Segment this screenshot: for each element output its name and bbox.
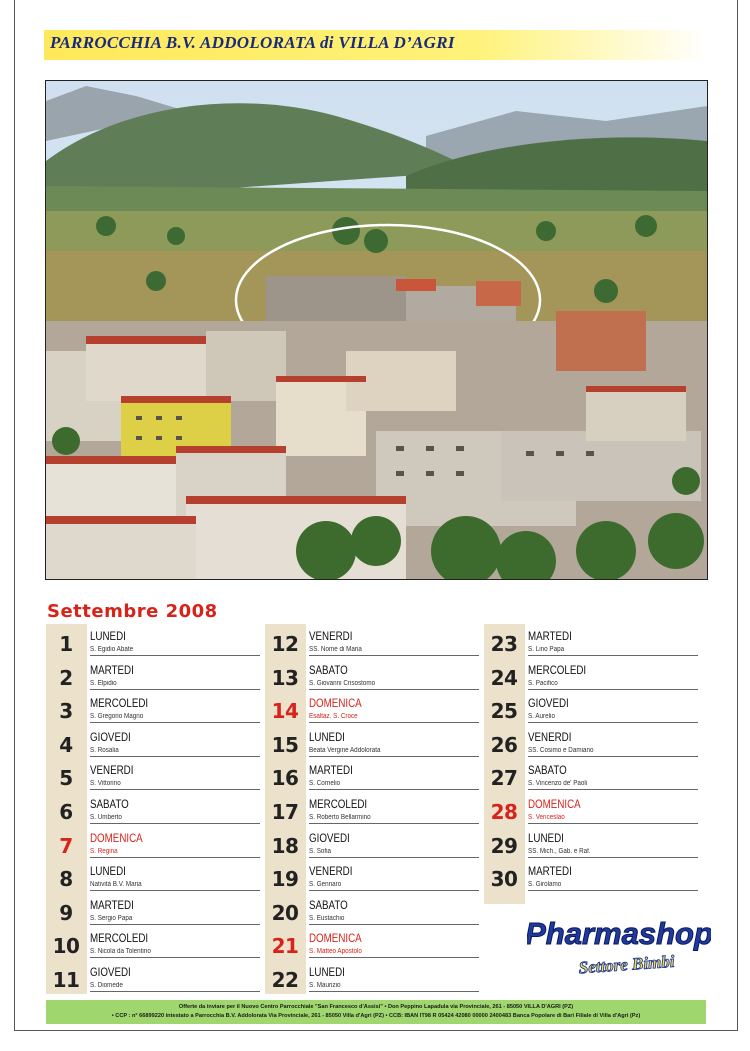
- day-name: DOMENICA: [309, 933, 362, 946]
- day-row: [265, 859, 479, 893]
- donation-footer: [46, 1000, 706, 1024]
- row-rule: [90, 722, 260, 723]
- day-name: GIOVEDI: [90, 731, 131, 744]
- day-row: [46, 792, 260, 826]
- day-row: [265, 893, 479, 927]
- saint-name: S. Roberto Bellarmino: [309, 813, 371, 821]
- row-rule: [309, 890, 479, 891]
- day-row: [265, 960, 479, 994]
- day-row: [46, 926, 260, 960]
- town-photo-illustration: [46, 81, 707, 579]
- day-number: 10: [52, 934, 80, 959]
- saint-name: S. Sofia: [309, 847, 332, 855]
- day-name: LUNEDI: [90, 866, 126, 879]
- saint-name: S. Sergio Papa: [90, 914, 133, 922]
- day-name: VENERDI: [309, 866, 353, 879]
- row-rule: [309, 722, 479, 723]
- footer-line-2: • CCP : n° 66899220 intestato a Parrocchia B.V. Addolorata Via Provinciale, 261 - 85050 Villa d'Agri (PZ) • CCB: IBAN IT98 R 05424 42080 00000 2400483 Banca Popolare di Bari Filiale di Villa d'Agri (Pz): [111, 1013, 641, 1019]
- day-number: 2: [59, 665, 73, 690]
- saint-name: S. Vincenzo de' Paoli: [528, 780, 588, 788]
- row-rule: [309, 823, 479, 824]
- saint-name: S. Umberto: [90, 813, 122, 821]
- row-rule: [90, 857, 260, 858]
- day-row: [46, 859, 260, 893]
- saint-name: S. Girolamo: [528, 881, 562, 889]
- saint-name: SS. Mich., Gab. e Raf.: [528, 847, 591, 855]
- row-rule: [90, 756, 260, 757]
- day-row: [46, 960, 260, 994]
- row-rule: [90, 655, 260, 656]
- day-row-sunday: [484, 792, 698, 826]
- saint-name: S. Aurelio: [528, 713, 555, 721]
- calendar-column-3: [484, 624, 698, 893]
- day-row: [46, 893, 260, 927]
- day-row: [484, 691, 698, 725]
- row-rule: [528, 756, 698, 757]
- day-row-sunday: [265, 926, 479, 960]
- day-row: [484, 658, 698, 692]
- row-rule: [309, 655, 479, 656]
- day-row-sunday: [46, 826, 260, 860]
- saint-name: S. Diomede: [90, 981, 123, 989]
- saint-name: SS. Cosimo e Damiano: [528, 746, 594, 754]
- pharmashop-logo: [527, 912, 711, 982]
- day-number: 4: [59, 732, 73, 757]
- saint-name: S. Gennaro: [309, 881, 342, 889]
- day-number: 9: [59, 900, 73, 925]
- day-row: [265, 658, 479, 692]
- day-number: 6: [59, 799, 73, 824]
- saint-name: S. Pacifico: [528, 679, 558, 687]
- day-name: LUNEDI: [309, 731, 345, 744]
- day-number: 13: [271, 665, 299, 690]
- day-number: 7: [59, 833, 73, 858]
- day-number: 5: [59, 766, 73, 791]
- day-name: LUNEDI: [309, 966, 345, 979]
- row-rule: [309, 756, 479, 757]
- day-row: [46, 691, 260, 725]
- day-number: 1: [59, 632, 73, 656]
- footer-line-1: Offerte da inviare per il Nuovo Centro Parrocchiale "San Francesco d'Assisi" • Don Peppino Lapadula via Provinciale, 261 - 85050 VILLA D'AGRI (PZ): [178, 1004, 574, 1010]
- saint-name: S. Elpidio: [90, 679, 117, 687]
- town-photo: [45, 80, 708, 580]
- day-name: MERCOLEDI: [528, 664, 587, 677]
- logo-tagline: Settore Bimbi: [578, 951, 676, 978]
- day-name: MERCOLEDI: [90, 698, 149, 711]
- day-name: VENERDI: [90, 765, 134, 778]
- row-rule: [528, 689, 698, 690]
- row-rule: [309, 924, 479, 925]
- day-number: 28: [490, 799, 518, 824]
- pharmashop-logo-art: [527, 912, 711, 982]
- day-name: DOMENICA: [90, 832, 143, 845]
- saint-name: S. Eustachio: [309, 914, 345, 922]
- row-rule: [309, 957, 479, 958]
- month-title: Settembre 2008: [47, 601, 218, 622]
- page-title: PARROCCHIA B.V. ADDOLORATA di VILLA D’AGRI: [50, 33, 455, 52]
- saint-name: Beata Vergine Addolorata: [309, 746, 381, 754]
- day-name: MARTEDI: [528, 866, 572, 879]
- day-number: 11: [52, 967, 80, 992]
- day-number: 14: [271, 699, 299, 724]
- day-name: MARTEDI: [528, 631, 572, 643]
- day-row: [265, 826, 479, 860]
- saint-name: S. Venceslao: [528, 813, 565, 821]
- day-number: 18: [271, 833, 299, 858]
- saint-name: Esaltaz. S. Croce: [309, 713, 358, 721]
- day-name: SABATO: [528, 765, 567, 778]
- day-number: 30: [490, 867, 518, 892]
- day-name: DOMENICA: [309, 698, 362, 711]
- day-row: [484, 725, 698, 759]
- saint-name: S. Nicola da Tolentino: [90, 948, 151, 956]
- day-name: MARTEDI: [90, 899, 134, 912]
- day-number: 24: [490, 665, 518, 690]
- day-number: 15: [271, 732, 299, 757]
- day-number: 3: [59, 699, 73, 724]
- day-row: [265, 725, 479, 759]
- row-rule: [309, 991, 479, 992]
- day-name: MERCOLEDI: [90, 933, 149, 946]
- day-number: 20: [271, 900, 299, 925]
- day-name: LUNEDI: [90, 631, 126, 643]
- row-rule: [528, 722, 698, 723]
- saint-name: S. Regina: [90, 847, 118, 855]
- day-name: VENERDI: [309, 631, 353, 643]
- saint-name: S. Egidio Abate: [90, 646, 134, 653]
- saint-name: SS. Nome di Maria: [309, 646, 362, 653]
- day-name: SABATO: [90, 798, 129, 811]
- row-rule: [309, 857, 479, 858]
- day-number: 27: [490, 766, 518, 791]
- day-row: [484, 826, 698, 860]
- day-row: [46, 758, 260, 792]
- day-name: SABATO: [309, 664, 348, 677]
- day-number: 19: [271, 867, 299, 892]
- row-rule: [90, 890, 260, 891]
- day-row: [484, 758, 698, 792]
- saint-name: S. Cornelio: [309, 780, 341, 788]
- day-row: [484, 859, 698, 893]
- calendar-column-2: [265, 624, 479, 994]
- day-name: VENERDI: [528, 731, 572, 744]
- day-row-sunday: [265, 691, 479, 725]
- day-number: 17: [271, 799, 299, 824]
- day-row: [265, 792, 479, 826]
- row-rule: [528, 890, 698, 891]
- day-row: [265, 624, 479, 658]
- row-rule: [528, 789, 698, 790]
- day-row: [265, 758, 479, 792]
- day-name: MARTEDI: [309, 765, 353, 778]
- saint-name: S. Lino Papa: [528, 646, 565, 653]
- calendar-column-1: [46, 624, 260, 994]
- day-number: 25: [490, 699, 518, 724]
- saint-name: S. Gregorio Magno: [90, 713, 144, 721]
- day-name: DOMENICA: [528, 798, 581, 811]
- saint-name: S. Matteo Apostolo: [309, 948, 362, 956]
- row-rule: [90, 689, 260, 690]
- row-rule: [528, 655, 698, 656]
- day-name: SABATO: [309, 899, 348, 912]
- row-rule: [528, 823, 698, 824]
- day-name: LUNEDI: [528, 832, 564, 845]
- day-name: GIOVEDI: [90, 966, 131, 979]
- saint-name: S. Vittorino: [90, 780, 121, 788]
- row-rule: [90, 789, 260, 790]
- day-name: GIOVEDI: [528, 698, 569, 711]
- row-rule: [309, 689, 479, 690]
- saint-name: S. Rosalia: [90, 746, 119, 754]
- saint-name: S. Giovanni Crisostomo: [309, 679, 376, 687]
- saint-name: S. Maurizio: [309, 981, 341, 989]
- row-rule: [309, 789, 479, 790]
- day-number: 22: [271, 967, 299, 992]
- day-row: [46, 658, 260, 692]
- day-number: 21: [271, 934, 299, 959]
- day-row: [484, 624, 698, 658]
- day-number: 8: [59, 867, 73, 892]
- row-rule: [90, 957, 260, 958]
- day-number: 26: [490, 732, 518, 757]
- day-row: [46, 624, 260, 658]
- day-name: MERCOLEDI: [309, 798, 368, 811]
- day-number: 23: [490, 632, 518, 656]
- row-rule: [90, 991, 260, 992]
- logo-brand: Pharmashop: [527, 916, 711, 951]
- day-number: 29: [490, 833, 518, 858]
- day-name: MARTEDI: [90, 664, 134, 677]
- day-number: 16: [271, 766, 299, 791]
- row-rule: [90, 823, 260, 824]
- row-rule: [528, 857, 698, 858]
- day-name: GIOVEDI: [309, 832, 350, 845]
- day-row: [46, 725, 260, 759]
- saint-name: Natività B.V. Maria: [90, 881, 142, 889]
- row-rule: [90, 924, 260, 925]
- day-number: 12: [271, 632, 299, 656]
